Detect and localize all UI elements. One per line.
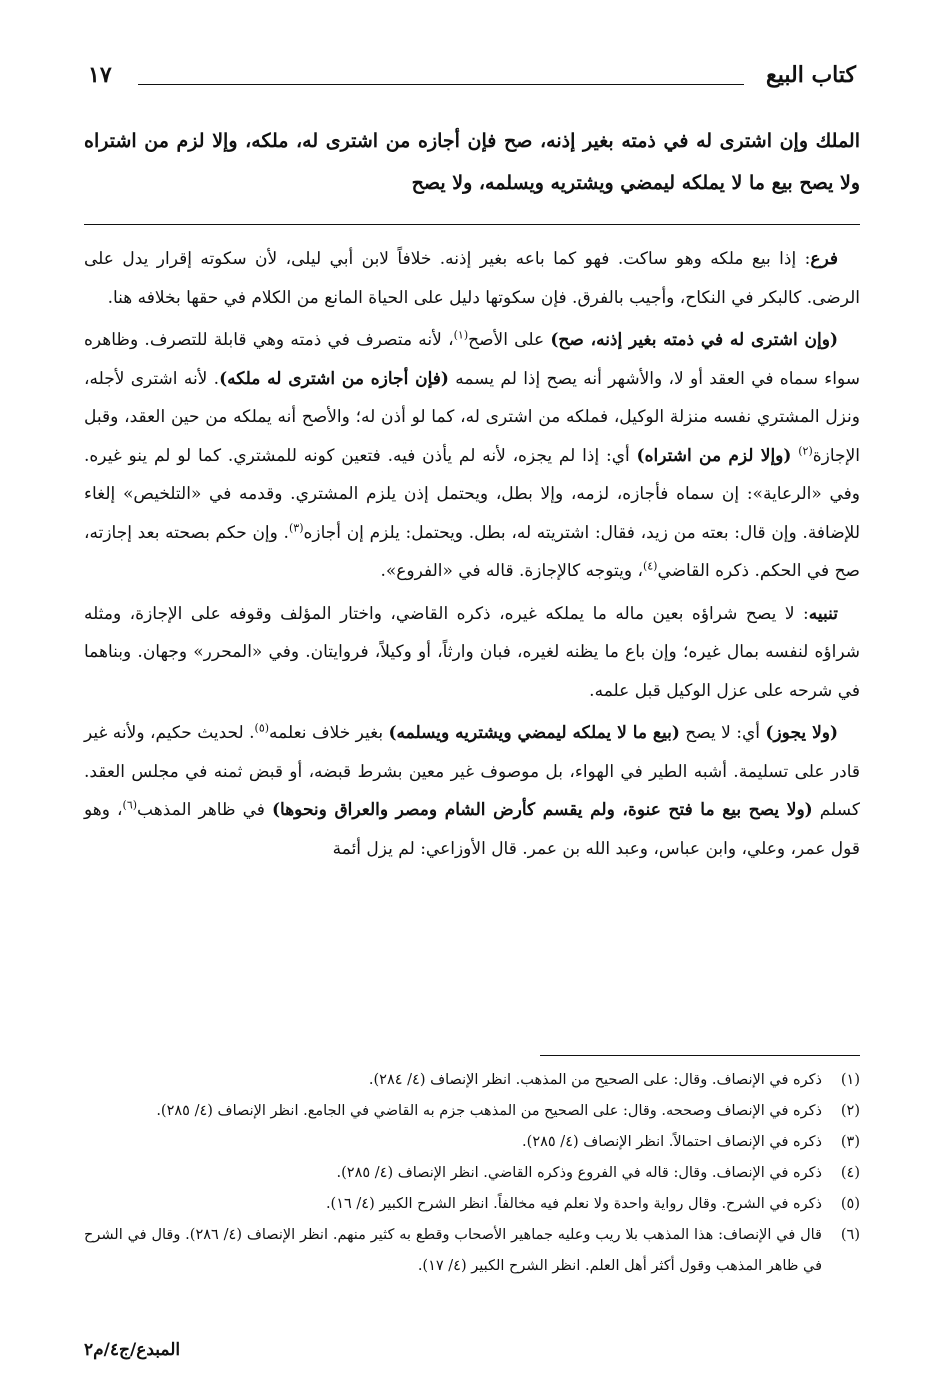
paragraph-text: أي: إذا لم يجزه، لأنه لم يأذن فيه. فتعين كونه للمشتري. كما لو لم ينو غيره. وفي «الرعاية»: إن سماه فأجازه، لزمه، وإلا بطل، ويحتمل إذن يلزم المشتري. وقدمه في «التلخيص» إلغاء للإضافة. وإن قال: بعته من زيد، فقال: اشتريته له، بطل. ويحتمل: يلزم إن أجازه xyxy=(84,445,860,543)
quoted-matn: (ولا يصح بيع ما فتح عنوة، ولم يقسم كأرض الشام ومصر والعراق ونحوها) xyxy=(271,800,813,820)
footnote-text: ذكره في الإنصاف احتمالاً. انظر الإنصاف (٤/ ٢٨٥). xyxy=(522,1134,822,1150)
footnote-text: قال في الإنصاف: هذا المذهب بلا ريب وعليه جماهير الأصحاب وقطع به كثير منهم. انظر الإنصاف (٤/ ٢٨٦). وقال في الشرح في ظاهر المذهب وقول أكثر أهل العلم. انظر الشرح الكبير (٤/ ١٧). xyxy=(84,1227,822,1274)
paragraph-text: ، ويتوجه كالإجازة. قاله في «الفروع». xyxy=(380,561,643,581)
page-number: ١٧ xyxy=(88,62,112,88)
footnotes xyxy=(84,1065,860,1282)
footnote-ref[interactable]: (٢) xyxy=(798,443,813,457)
paragraph-text: في ظاهر المذهب xyxy=(137,800,272,820)
paragraph-text: ، لأنه متصرف في ذمته وهي قابلة للتصرف. وظاهره سواء سماه في العقد أو لا، والأشهر أنه يصح إذا لم يسمه xyxy=(84,330,861,389)
paragraph-text: : لا يصح شراؤه بعين ماله ما يملكه غيره، ذكره القاضي، واختار المؤلف وقوفه على الإجازة، ومثله شراؤه لنفسه بمال غيره؛ وإن باع ما يظنه لغيره، فبان وارثاً، أو وكيلاً، فروايتان. وفي «المحرر» وجهان. وبناهما في شرحه على عزل الوكيل قبل علمه. xyxy=(84,603,860,701)
footnote-item xyxy=(84,1158,860,1189)
paragraph-far xyxy=(84,240,860,317)
footnote-item xyxy=(84,1096,860,1127)
quoted-matn: (وإن اشترى له في ذمته بغير إذنه، صح) xyxy=(550,330,838,350)
footnote-ref[interactable]: (١) xyxy=(453,328,469,342)
header-rule xyxy=(138,84,744,85)
footnote-ref[interactable]: (٤) xyxy=(642,559,658,573)
tanbih-heading: تنبيه xyxy=(808,603,838,624)
footnote-text: ذكره في الإنصاف. وقال: على الصحيح من المذهب. انظر الإنصاف (٤/ ٢٨٤). xyxy=(368,1072,822,1088)
footnote-number: (٦) xyxy=(840,1227,860,1243)
footnote-ref[interactable]: (٦) xyxy=(122,798,138,812)
matn-separator xyxy=(84,224,860,225)
paragraph-tanbih xyxy=(84,595,860,711)
footnote-separator xyxy=(540,1055,860,1056)
footnote-text: ذكره في الإنصاف. وقال: قاله في الفروع وذكره القاضي. انظر الإنصاف (٤/ ٢٨٥). xyxy=(336,1165,822,1181)
footnote-item xyxy=(84,1189,860,1220)
paragraph-text: على الأصح xyxy=(468,330,551,350)
paragraph-text: . وإن حكم بصحته بعد إجازته، صح في الحكم. ذكره القاضي xyxy=(84,522,860,581)
footnote-ref[interactable]: (٥) xyxy=(254,721,270,735)
matn-text: الملك وإن اشترى له في ذمته بغير إذنه، صح فإن أجازه من اشترى له، ملكه، وإلا لزم من اشتراه ولا يصح بيع ما لا يملكه ليمضي ويشتريه ويسلمه، ولا يصح xyxy=(84,130,860,194)
paragraph-text: بغير خلاف نعلمه xyxy=(269,723,389,743)
footnote-item xyxy=(84,1065,860,1096)
paragraph-text: أي: لا يصح xyxy=(679,723,766,743)
footnote-item xyxy=(84,1220,860,1282)
footnote-text: ذكره في الشرح. وقال رواية واحدة ولا نعلم فيه مخالفاً. انظر الشرح الكبير (٤/ ١٦). xyxy=(325,1196,822,1212)
footnote-item xyxy=(84,1127,860,1158)
paragraph-text: ، وهو قول عمر، وعلي، وابن عباس، وعبد الله بن عمر. قال الأوزاعي: لم يزل أئمة xyxy=(84,800,860,859)
paragraph-ishtara xyxy=(84,321,860,591)
footnote-ref[interactable]: (٣) xyxy=(288,520,304,534)
quoted-matn: (ولا يجوز) xyxy=(765,723,839,743)
printer-signature: المبدع/ج٤/م٢ xyxy=(84,1340,181,1360)
footnote-number: (١) xyxy=(840,1072,860,1088)
quoted-matn: (بيع ما لا يملكه ليمضي ويشتريه ويسلمه) xyxy=(388,723,680,743)
quoted-matn: (وإلا لزم من اشتراه) xyxy=(636,445,792,466)
paragraph-text: . لحديث حكيم، ولأنه غير قادر على تسليمة. أشبه الطير في الهواء، بل موصوف غير معين بشرط قبضه، أو قبض ثمنه في مجلس العقد. كسلم xyxy=(84,723,860,820)
paragraph-text: : إذا بيع ملكه وهو ساكت. فهو كما باعه بغير إذنه. خلافاً لابن أبي ليلى، لأن سكوته إقرار يدل على الرضى. كالبكر في النكاح، وأجيب بالفرق. فإن سكوتها دليل على الحياة المانع من الكلام في حقها بخلافه هنا. xyxy=(84,249,860,308)
paragraph-text: . لأنه اشترى لأجله، ونزل المشتري نفسه منزلة الوكيل، فملكه من اشترى له، كما لو أذن له؛ والأصح أنه يملكه من حين العقد، وقبل الإجازة xyxy=(84,368,860,466)
footnote-number: (٤) xyxy=(840,1165,860,1181)
footnote-number: (٥) xyxy=(840,1196,860,1212)
sharh-body xyxy=(84,240,860,872)
footnote-number: (٢) xyxy=(840,1103,860,1119)
page-header xyxy=(88,62,856,98)
far-heading: فرع xyxy=(810,249,838,269)
paragraph-la-yajuz xyxy=(84,714,860,868)
footnote-text: ذكره في الإنصاف وصححه. وقال: على الصحيح من المذهب جزم به القاضي في الجامع. انظر الإنصاف (٤/ ٢٨٥). xyxy=(156,1103,822,1119)
quoted-matn: (فإن أجازه من اشترى له ملكه) xyxy=(219,368,449,389)
page-title: كتاب البيع xyxy=(766,62,856,88)
footnote-number: (٣) xyxy=(840,1134,860,1150)
